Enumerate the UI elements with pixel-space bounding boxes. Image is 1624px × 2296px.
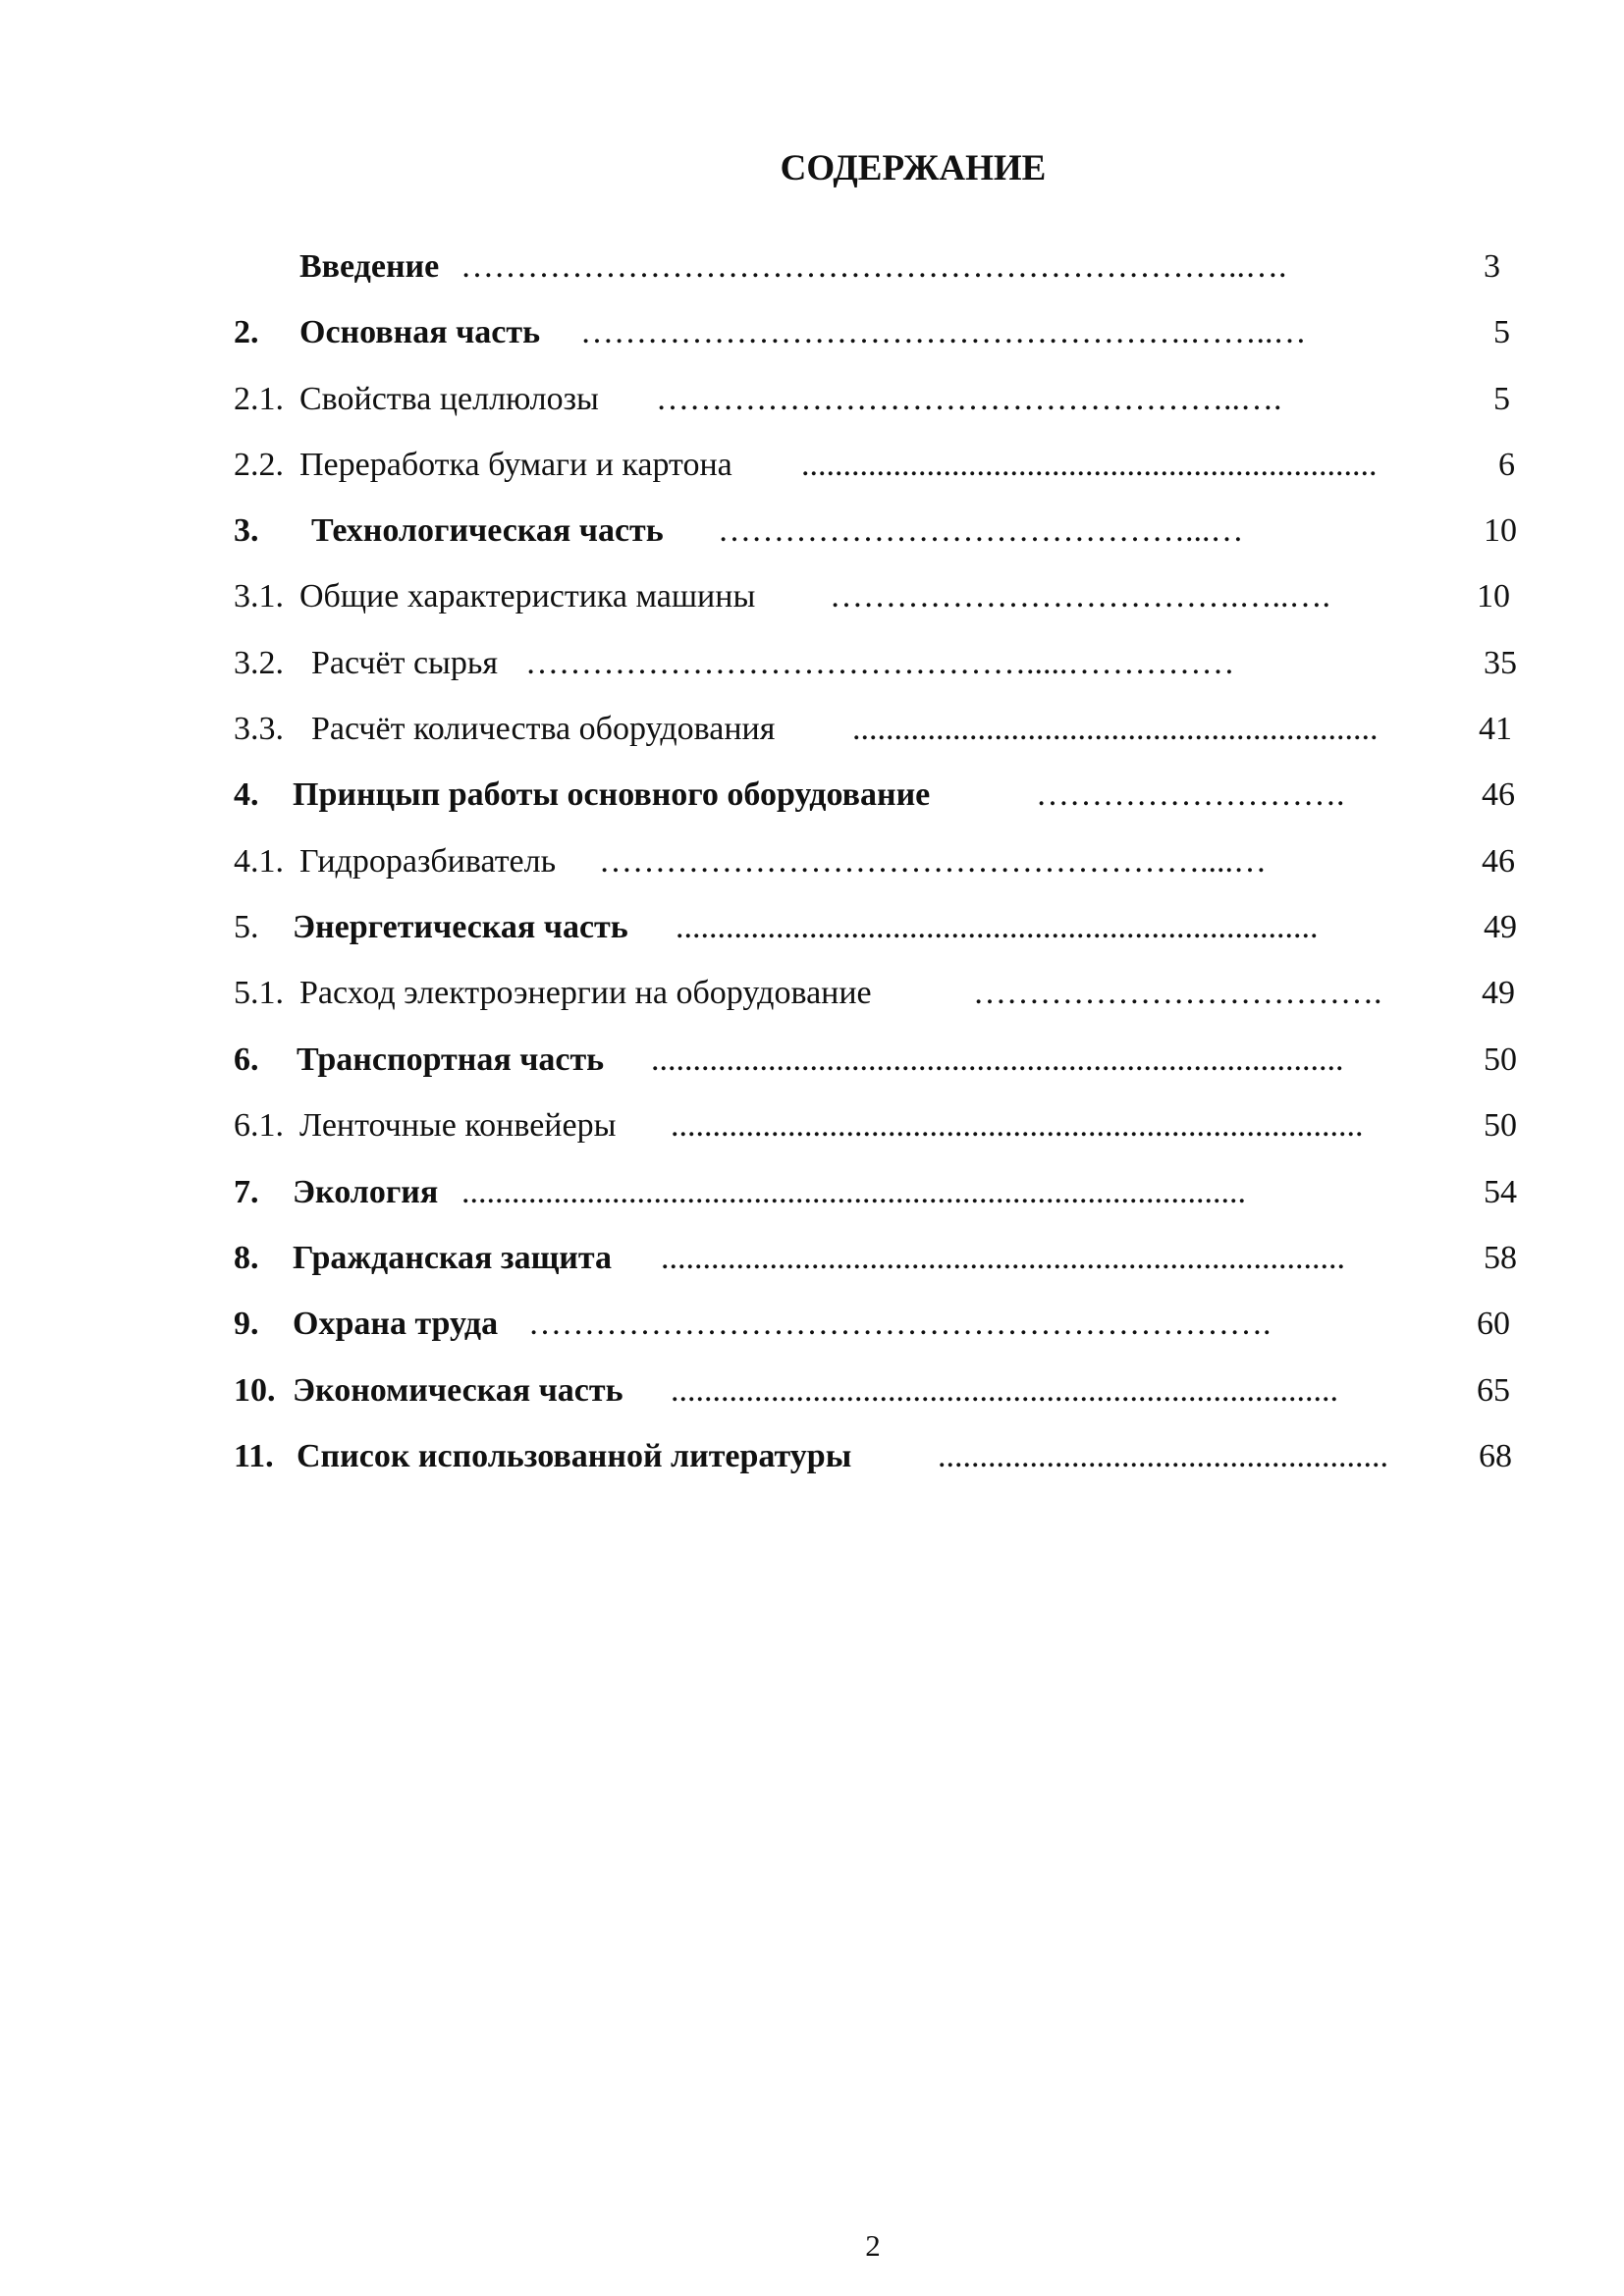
toc-entry-main-part[interactable]: [234, 313, 1510, 352]
toc-entry-number: 6.: [234, 1041, 259, 1078]
toc-entry-text: Транспортная часть: [297, 1041, 605, 1078]
toc-entry-leader: ................................................................................: [671, 1372, 1338, 1409]
toc-entry-page: 5: [1493, 381, 1510, 417]
toc-entry-equipment-operation[interactable]: [234, 775, 1515, 815]
toc-entry-leader: ……………………….: [1036, 776, 1345, 813]
toc-entry-technological-part[interactable]: [234, 511, 1517, 551]
toc-entry-number: 3.2.: [234, 645, 284, 681]
toc-entry-page: 49: [1482, 975, 1515, 1011]
toc-entry-leader: ……………………………………….....……………: [525, 645, 1235, 681]
page-number: 2: [865, 2228, 881, 2263]
toc-entry-page: 60: [1477, 1306, 1510, 1342]
toc-entry-text: Принцып работы основного оборудование: [293, 776, 931, 813]
toc-entry-page: 50: [1484, 1041, 1517, 1078]
toc-entry-belt-conveyors[interactable]: [234, 1106, 1517, 1146]
toc-entry-number: 2.1.: [234, 381, 284, 417]
toc-entry-text: Гражданская защита: [293, 1240, 612, 1276]
toc-entry-leader: .....................................................................: [801, 447, 1378, 483]
toc-entry-number: 5.: [234, 909, 259, 945]
toc-entry-leader: ......................................................: [938, 1438, 1388, 1474]
toc-entry-text: Охрана труда: [293, 1306, 499, 1342]
toc-entry-bibliography[interactable]: [234, 1437, 1512, 1476]
toc-entry-number: 3.: [234, 512, 259, 549]
toc-entry-number: 5.1.: [234, 975, 284, 1011]
toc-entry-introduction[interactable]: [234, 247, 1500, 287]
toc-entry-text: Расчёт количества оборудования: [311, 711, 776, 747]
toc-entry-number: 4.: [234, 776, 259, 813]
toc-entry-text: Основная часть: [299, 314, 541, 350]
toc-entry-leader: ...............................................................: [852, 711, 1379, 747]
toc-entry-number: 8.: [234, 1240, 259, 1276]
toc-entry-number: 7.: [234, 1174, 259, 1210]
toc-entry-page: 10: [1484, 512, 1517, 549]
toc-entry-number: 3.1.: [234, 578, 284, 614]
toc-entry-hydropulper[interactable]: [234, 842, 1515, 881]
toc-entry-number: 11.: [234, 1438, 274, 1474]
toc-entry-leader: ……………………………………...…: [718, 512, 1244, 549]
toc-entry-energy-part[interactable]: [234, 908, 1517, 947]
toc-entry-page: 65: [1477, 1372, 1510, 1409]
toc-entry-page: 50: [1484, 1107, 1517, 1144]
toc-entry-machine-characteristics[interactable]: [234, 577, 1510, 616]
toc-entry-number: 2.2.: [234, 447, 284, 483]
toc-entry-page: 49: [1484, 909, 1517, 945]
toc-entry-cellulose-properties[interactable]: [234, 380, 1510, 419]
toc-entry-leader: ...................................................................................: [651, 1041, 1344, 1078]
toc-entry-text: Общие характеристика машины: [299, 578, 756, 614]
toc-entry-number: 2.: [234, 314, 259, 350]
toc-entry-leader: ……………………………………………………………..….: [460, 248, 1287, 285]
toc-entry-number: 6.1.: [234, 1107, 284, 1144]
toc-entry-number: 4.1.: [234, 843, 284, 880]
toc-entry-text: Ленточные конвейеры: [299, 1107, 617, 1144]
toc-entry-leader: ……………………………….: [973, 975, 1382, 1011]
toc-entry-leader: ……………………………………………..….: [656, 381, 1282, 417]
toc-entry-number: 3.3.: [234, 711, 284, 747]
toc-entry-ecology[interactable]: [234, 1173, 1517, 1212]
toc-entry-page: 41: [1479, 711, 1512, 747]
toc-entry-civil-protection[interactable]: [234, 1239, 1517, 1278]
toc-entry-leader: ……………………………………………….……..…: [580, 314, 1307, 350]
toc-entry-page: 10: [1477, 578, 1510, 614]
toc-entry-text: Экономическая часть: [293, 1372, 623, 1409]
toc-entry-page: 6: [1498, 447, 1515, 483]
toc-entry-page: 46: [1482, 776, 1515, 813]
toc-entry-leader: ………………………………………………………….: [528, 1306, 1272, 1342]
toc-entry-leader: ...................................................................................: [671, 1107, 1364, 1144]
toc-entry-number: 10.: [234, 1372, 276, 1409]
toc-entry-text: Список использованной литературы: [297, 1438, 852, 1474]
toc-entry-text: Гидроразбиватель: [299, 843, 557, 880]
toc-entry-page: 46: [1482, 843, 1515, 880]
toc-entry-text: Расчёт сырья: [311, 645, 499, 681]
toc-entry-leader: ……………………………….…..….: [830, 578, 1330, 614]
toc-entry-raw-material-calculation[interactable]: [234, 644, 1517, 683]
toc-entry-text: Свойства целлюлозы: [299, 381, 599, 417]
toc-entry-text: Расход электроэнергии на оборудование: [299, 975, 872, 1011]
toc-entry-leader: ..................................................................................: [661, 1240, 1345, 1276]
toc-entry-page: 3: [1484, 248, 1500, 285]
toc-entry-page: 5: [1493, 314, 1510, 350]
toc-entry-paper-processing[interactable]: [234, 446, 1515, 485]
toc-entry-number: 9.: [234, 1306, 259, 1342]
toc-entry-page: 58: [1484, 1240, 1517, 1276]
toc-entry-page: 68: [1479, 1438, 1512, 1474]
toc-entry-text: Технологическая часть: [311, 512, 664, 549]
toc-entry-text: Введение: [299, 248, 440, 285]
toc-entry-labor-protection[interactable]: [234, 1305, 1510, 1344]
toc-entry-page: 54: [1484, 1174, 1517, 1210]
toc-entry-text: Энергетическая часть: [293, 909, 628, 945]
toc-entry-economic-part[interactable]: [234, 1371, 1510, 1411]
toc-entry-power-consumption[interactable]: [234, 974, 1515, 1013]
toc-entry-text: Экология: [293, 1174, 439, 1210]
toc-entry-leader: ..............................................................................................: [461, 1174, 1246, 1210]
toc-entry-text: Переработка бумаги и картона: [299, 447, 732, 483]
toc-entry-leader: .............................................................................: [676, 909, 1319, 945]
toc-entry-transport-part[interactable]: [234, 1041, 1517, 1080]
toc-entry-leader: ………………………………………………....…: [599, 843, 1267, 880]
toc-title: СОДЕРЖАНИЕ: [780, 148, 1047, 188]
toc-entry-page: 35: [1484, 645, 1517, 681]
toc-entry-equipment-calculation[interactable]: [234, 710, 1512, 749]
